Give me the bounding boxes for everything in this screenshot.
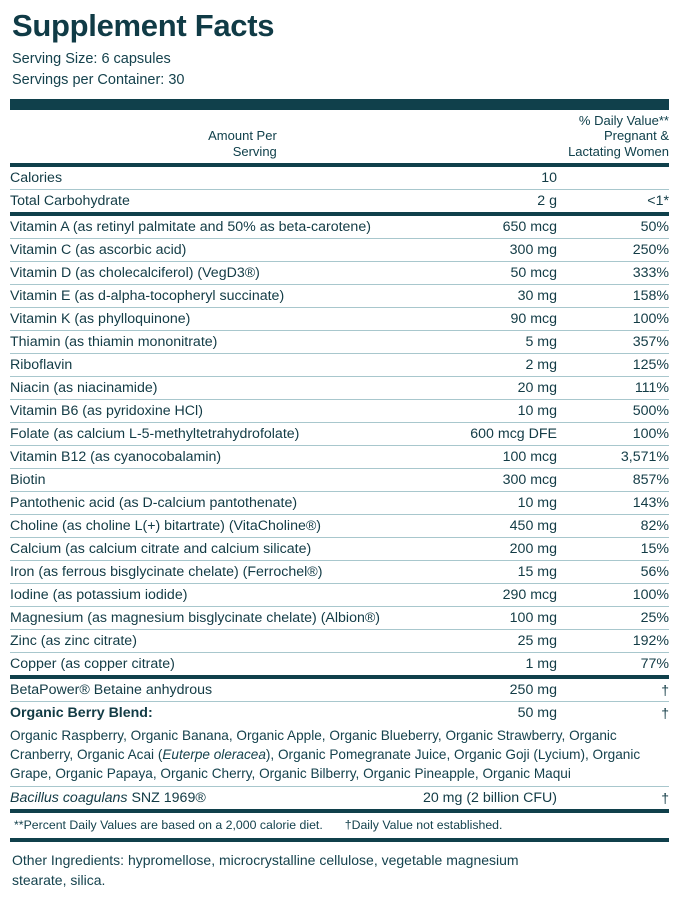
row-daily-value: 77% — [557, 653, 669, 676]
row-name: Magnesium (as magnesium bisglycinate chelate) (Albion®) — [10, 607, 407, 630]
other-nutrients-table — [10, 679, 669, 809]
row-amount: 90 mcg — [407, 308, 557, 331]
row-name: Vitamin B12 (as cyanocobalamin) — [10, 446, 407, 469]
row-daily-value: <1* — [557, 190, 669, 213]
row-amount: 2 mg — [407, 354, 557, 377]
vitamins-minerals-table — [10, 216, 669, 675]
blend-line-2-species: Euterpe oleracea — [162, 746, 266, 762]
table-row — [10, 584, 669, 607]
row-daily-value — [557, 167, 669, 190]
row-daily-value: 192% — [557, 630, 669, 653]
table-row — [10, 377, 669, 400]
header-dv-line3: Lactating Women — [568, 144, 669, 160]
probiotic-species: Bacillus coagulans — [10, 790, 128, 807]
row-daily-value: 143% — [557, 492, 669, 515]
row-amount: 300 mg — [407, 239, 557, 262]
row-amount: 10 — [541, 170, 557, 187]
row-amount: 50 mcg — [407, 262, 557, 285]
row-daily-value: 100% — [557, 584, 669, 607]
row-daily-value: 857% — [557, 469, 669, 492]
blend-line-2-post: ), Organic Pomegranate Juice, Organic Goji (Lycium), — [265, 746, 589, 762]
blend-name: Organic Berry Blend — [10, 705, 148, 722]
table-row — [10, 679, 669, 702]
row-daily-value: 25% — [557, 607, 669, 630]
row-daily-value: † — [661, 682, 669, 699]
table-row — [10, 469, 669, 492]
footnote-dagger: †Daily Value not established. — [344, 818, 503, 833]
table-row — [10, 561, 669, 584]
row-name: Pantothenic acid (as D-calcium pantothenate) — [10, 492, 407, 515]
row-name: Folate (as calcium L-5-methyltetrahydrofolate) — [10, 423, 407, 446]
table-row — [10, 492, 669, 515]
row-name: Vitamin D (as cholecalciferol) (VegD3®) — [10, 262, 407, 285]
row-daily-value: 82% — [557, 515, 669, 538]
row-amount: 50 mg — [407, 702, 557, 725]
row-name: Choline (as choline L(+) bitartrate) (VitaCholine®) — [10, 515, 407, 538]
table-row — [10, 216, 669, 239]
row-amount: 450 mg — [407, 515, 557, 538]
row-name: Niacin (as niacinamide) — [10, 377, 407, 400]
row-amount: 300 mcg — [407, 469, 557, 492]
row-name: Iron (as ferrous bisglycinate chelate) (Ferrochel®) — [10, 561, 407, 584]
header-dv-line2: Pregnant & — [603, 128, 669, 144]
row-daily-value: 125% — [557, 354, 669, 377]
footnotes — [10, 813, 669, 838]
row-daily-value: 333% — [557, 262, 669, 285]
table-row — [10, 285, 669, 308]
row-daily-value: 100% — [557, 308, 669, 331]
row-amount: 600 mcg DFE — [407, 423, 557, 446]
probiotic-name — [10, 787, 407, 810]
table-row — [10, 239, 669, 262]
footnote-percent-dv: **Percent Daily Values are based on a 2,000 calorie diet. — [14, 818, 323, 833]
row-daily-value: † — [557, 787, 669, 810]
row-daily-value: 100% — [557, 423, 669, 446]
row-daily-value: 3,571% — [557, 446, 669, 469]
row-amount: 25 mg — [407, 630, 557, 653]
row-amount: 1 mg — [407, 653, 557, 676]
row-daily-value: 15% — [557, 538, 669, 561]
table-row — [10, 538, 669, 561]
header-dv-line1: % Daily Value** — [578, 112, 669, 128]
blend-line-2-pre: Cranberry, Organic Acai ( — [10, 746, 163, 762]
row-daily-value: 158% — [557, 285, 669, 308]
row-amount: 15 mg — [407, 561, 557, 584]
table-row — [10, 515, 669, 538]
row-amount: 100 mcg — [407, 446, 557, 469]
table-row — [10, 354, 669, 377]
table-row — [10, 630, 669, 653]
table-row — [10, 400, 669, 423]
row-name: BetaPower® Betaine anhydrous — [10, 682, 213, 699]
other-ingredients — [10, 842, 669, 901]
table-row — [10, 607, 669, 630]
blend-row-name — [10, 702, 407, 725]
blend-line-1: Organic Raspberry, Organic Banana, Organic Apple, Organic Blueberry, Organic Strawberry, Organic — [10, 728, 617, 744]
row-amount: 200 mg — [407, 538, 557, 561]
header-amount-per-serving — [10, 110, 277, 164]
table-row — [10, 446, 669, 469]
page-title: Supplement Facts — [12, 8, 275, 43]
header-amount-line1: Amount Per — [208, 128, 277, 144]
other-ingredients-line-2: stearate, silica. — [12, 872, 106, 889]
row-amount: 650 mcg — [502, 219, 557, 236]
header-daily-value — [277, 110, 669, 164]
table-row — [10, 308, 669, 331]
serving-size: Serving Size: 6 capsules — [12, 50, 171, 67]
row-name: Zinc (as zinc citrate) — [10, 630, 407, 653]
table-row — [10, 190, 669, 213]
row-name: Iodine (as potassium iodide) — [10, 584, 407, 607]
row-amount: 20 mg — [407, 377, 557, 400]
table-row — [10, 262, 669, 285]
blend-name-suffix: : — [147, 705, 153, 722]
row-daily-value: 56% — [557, 561, 669, 584]
row-amount: 10 mg — [407, 400, 557, 423]
row-name: Copper (as copper citrate) — [10, 653, 407, 676]
blend-line-3: Organic Grape, Organic Papaya, Organic Cherry, Organic Bilberry, Organic Pineapple, Organic Maqui — [10, 746, 641, 781]
row-name: Thiamin (as thiamin mononitrate) — [10, 331, 407, 354]
row-amount: 5 mg — [407, 331, 557, 354]
probiotic-strain: SNZ 1969® — [127, 790, 206, 807]
row-daily-value: 250% — [557, 239, 669, 262]
row-daily-value: 111% — [557, 377, 669, 400]
row-amount: 10 mg — [407, 492, 557, 515]
row-name: Total Carbohydrate — [10, 190, 407, 213]
row-name: Vitamin K (as phylloquinone) — [10, 308, 407, 331]
row-name: Calories — [10, 170, 63, 187]
blend-ingredients-row — [10, 724, 669, 787]
row-amount: 250 mg — [509, 682, 557, 699]
row-amount: 290 mcg — [407, 584, 557, 607]
table-row — [10, 653, 669, 676]
row-name: Vitamin A (as retinyl palmitate and 50% as beta-carotene) — [10, 219, 371, 236]
row-daily-value: † — [557, 702, 669, 725]
table-row — [10, 787, 669, 810]
row-amount: 20 mg (2 billion CFU) — [407, 787, 557, 810]
row-daily-value: 50% — [640, 219, 669, 236]
row-amount: 30 mg — [407, 285, 557, 308]
row-name: Vitamin C (as ascorbic acid) — [10, 239, 407, 262]
basic-nutrients-table — [10, 167, 669, 212]
table-header-row — [10, 110, 669, 164]
table-row — [10, 167, 669, 190]
table-row — [10, 331, 669, 354]
divider-thick-top — [10, 99, 669, 110]
row-name: Biotin — [10, 469, 407, 492]
other-ingredients-line-1: Other Ingredients: hypromellose, microcrystalline cellulose, vegetable magnesium — [12, 852, 519, 869]
facts-table — [10, 110, 669, 164]
table-row — [10, 423, 669, 446]
servings-per-container: Servings per Container: 30 — [12, 71, 185, 88]
row-name: Calcium (as calcium citrate and calcium silicate) — [10, 538, 407, 561]
row-name: Riboflavin — [10, 354, 407, 377]
row-amount: 100 mg — [407, 607, 557, 630]
row-name: Vitamin B6 (as pyridoxine HCl) — [10, 400, 407, 423]
row-daily-value: 500% — [557, 400, 669, 423]
row-name: Vitamin E (as d-alpha-tocopheryl succinate) — [10, 285, 407, 308]
table-row — [10, 702, 669, 725]
blend-ingredients — [10, 724, 669, 787]
row-amount: 2 g — [407, 190, 557, 213]
header-amount-line2: Serving — [232, 144, 277, 160]
row-daily-value: 357% — [557, 331, 669, 354]
